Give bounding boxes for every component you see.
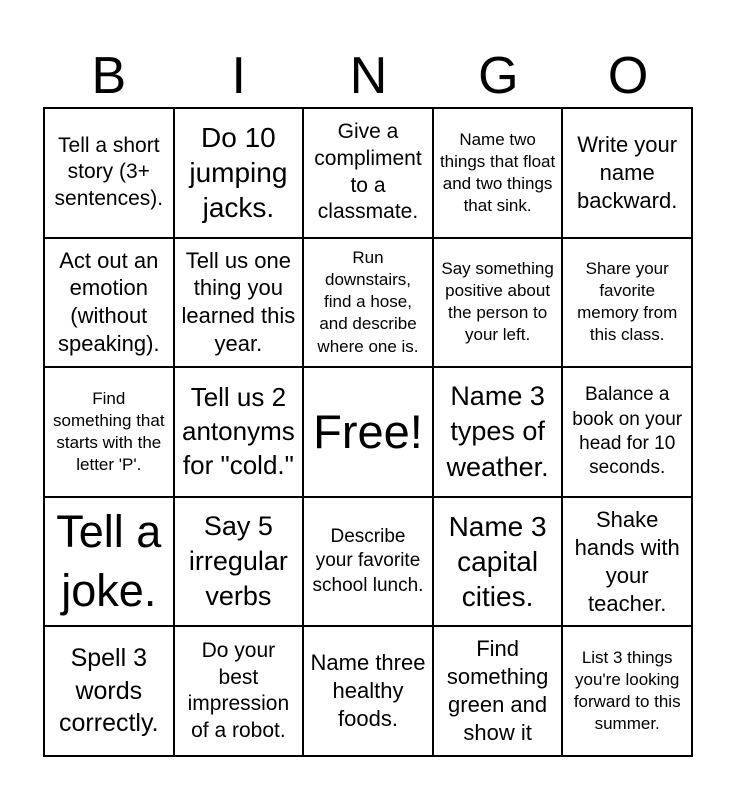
cell-text: Give a compliment to a classmate.: [314, 120, 422, 224]
bingo-cell-r2c1[interactable]: [44, 238, 174, 368]
cell-text: Name 3 capital cities.: [448, 511, 547, 613]
cell-text: Say something positive about the person to your left.: [441, 259, 554, 345]
bingo-board: [43, 107, 693, 757]
bingo-cell-r3c5[interactable]: [562, 367, 692, 497]
bingo-cell-r5c2[interactable]: [174, 626, 304, 756]
bingo-cell-r1c2[interactable]: [174, 108, 304, 238]
cell-text: Balance a book on your head for 10 seconds.: [572, 384, 683, 479]
header-letter-i: I: [231, 47, 246, 105]
bingo-header: [44, 46, 693, 106]
bingo-cell-r3c1[interactable]: [44, 367, 174, 497]
cell-text: Tell a short story (3+ sentences).: [54, 133, 164, 211]
bingo-cell-r4c5[interactable]: [562, 497, 692, 627]
cell-text: Write your name backward.: [577, 131, 678, 213]
bingo-cell-r1c4[interactable]: [433, 108, 563, 238]
bingo-cell-r3c4[interactable]: [433, 367, 563, 497]
header-letter-g: G: [478, 47, 519, 105]
bingo-cell-r3c2[interactable]: [174, 367, 304, 497]
cell-text: Name two things that float and two things that sink.: [439, 129, 556, 215]
cell-text: Name three healthy foods.: [310, 650, 426, 732]
bingo-cell-r5c3[interactable]: [303, 626, 433, 756]
bingo-cell-r5c1[interactable]: [44, 626, 174, 756]
bingo-cell-r4c3[interactable]: [303, 497, 433, 627]
cell-text: Run downstairs, find a hose, and describe where one is.: [317, 248, 419, 356]
header-letter-b: B: [91, 47, 127, 105]
bingo-cell-r1c1[interactable]: [44, 108, 174, 238]
cell-text: Share your favorite memory from this class.: [577, 259, 678, 345]
header-letter-n: N: [349, 47, 388, 105]
cell-text: Shake hands with your teacher.: [574, 506, 680, 616]
bingo-cell-r1c5[interactable]: [562, 108, 692, 238]
bingo-cell-r4c2[interactable]: [174, 497, 304, 627]
cell-text: Describe your favorite school lunch.: [312, 526, 424, 596]
bingo-cell-r1c3[interactable]: [303, 108, 433, 238]
bingo-cell-r5c5[interactable]: [562, 626, 692, 756]
cell-text: Find something that starts with the letter 'P'.: [53, 388, 165, 475]
bingo-cell-r2c2[interactable]: [174, 238, 304, 368]
bingo-cell-r5c4[interactable]: [433, 626, 563, 756]
cell-text: Free!: [313, 404, 423, 458]
cell-text: Do 10 jumping jacks.: [189, 122, 288, 224]
cell-text: Tell a joke.: [56, 506, 162, 616]
bingo-cell-r2c3[interactable]: [303, 238, 433, 368]
cell-text: Act out an emotion (without speaking).: [58, 247, 160, 357]
cell-text: Find something green and show it: [446, 636, 549, 746]
bingo-cell-r2c5[interactable]: [562, 238, 692, 368]
cell-text: List 3 things you're looking forward to this summer.: [573, 648, 681, 734]
bingo-cell-r2c4[interactable]: [433, 238, 563, 368]
bingo-cell-r4c4[interactable]: [433, 497, 563, 627]
cell-text: Tell us one thing you learned this year.: [181, 247, 296, 357]
cell-text: Spell 3 words correctly.: [59, 644, 159, 738]
header-letter-o: O: [607, 47, 649, 105]
cell-text: Say 5 irregular verbs: [188, 510, 288, 612]
cell-text: Do your best impression of a robot.: [187, 638, 290, 742]
bingo-cell-free[interactable]: [303, 367, 433, 497]
cell-text: Tell us 2 antonyms for "cold.": [182, 382, 295, 480]
cell-text: Name 3 types of weather.: [446, 381, 549, 482]
bingo-cell-r4c1[interactable]: [44, 497, 174, 627]
